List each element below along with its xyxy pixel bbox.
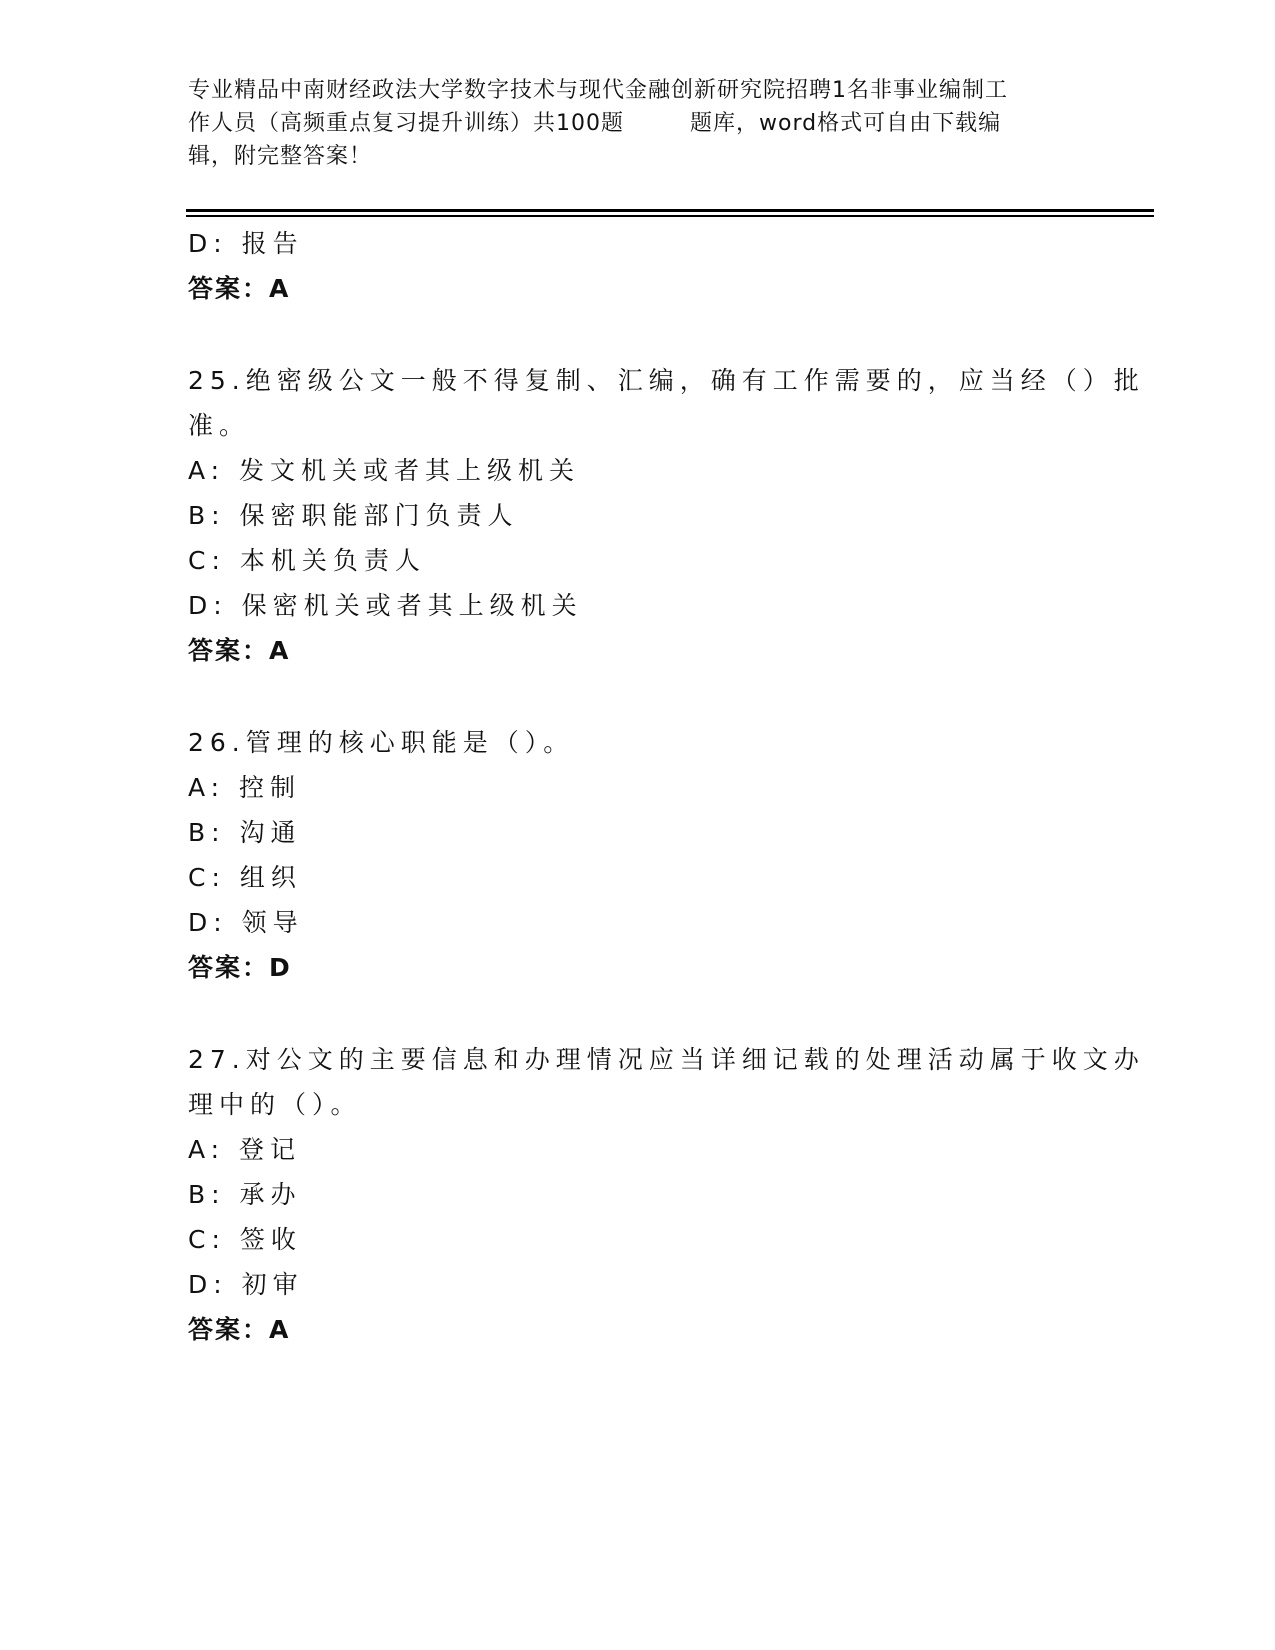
option-d: D: 报告 [188,229,304,258]
header-text: 题库，word格式可自由下载编 [690,111,1002,136]
answer: 答案：A [188,1315,291,1344]
question-stem: 26.管理的核心职能是（）。 [188,728,575,757]
header-line: 专业精品中南财经政法大学数字技术与现代金融创新研究院招聘1名非事业编制工 [188,78,1008,103]
question-block [188,221,1088,311]
question-list [188,221,1145,1352]
option-a: A: 发文机关或者其上级机关 [188,456,581,485]
option-c: C: 组织 [188,863,302,892]
question-stem: 27.对公文的主要信息和办理情况应当详细记载的处理活动属于收文办 [188,1045,1145,1074]
header-line [188,107,1088,140]
option-b: B: 沟通 [188,818,302,847]
option-d: D: 初审 [188,1270,304,1299]
question-block [188,358,1145,673]
option-c: C: 本机关负责人 [188,546,426,575]
question-block [188,720,1088,990]
header-text: 作人员（高频重点复习提升训练）共100题 [188,111,624,136]
document-header [188,74,1088,173]
option-a: A: 登记 [188,1135,302,1164]
question-stem: 理中的（）。 [188,1090,362,1119]
question-stem: 25.绝密级公文一般不得复制、汇编，确有工作需要的，应当经（）批 [188,366,1145,395]
option-d: D: 保密机关或者其上级机关 [188,591,583,620]
option-a: A: 控制 [188,773,302,802]
answer: 答案：D [188,953,292,982]
question-stem: 准。 [188,411,251,440]
option-b: B: 承办 [188,1180,302,1209]
option-b: B: 保密职能部门负责人 [188,501,519,530]
header-divider-thick [186,209,1154,212]
answer: 答案：A [188,274,291,303]
header-divider-thin [186,215,1154,217]
option-c: C: 签收 [188,1225,302,1254]
option-d: D: 领导 [188,908,304,937]
question-block [188,1037,1145,1352]
header-line: 辑，附完整答案！ [188,144,373,169]
answer: 答案：A [188,636,291,665]
